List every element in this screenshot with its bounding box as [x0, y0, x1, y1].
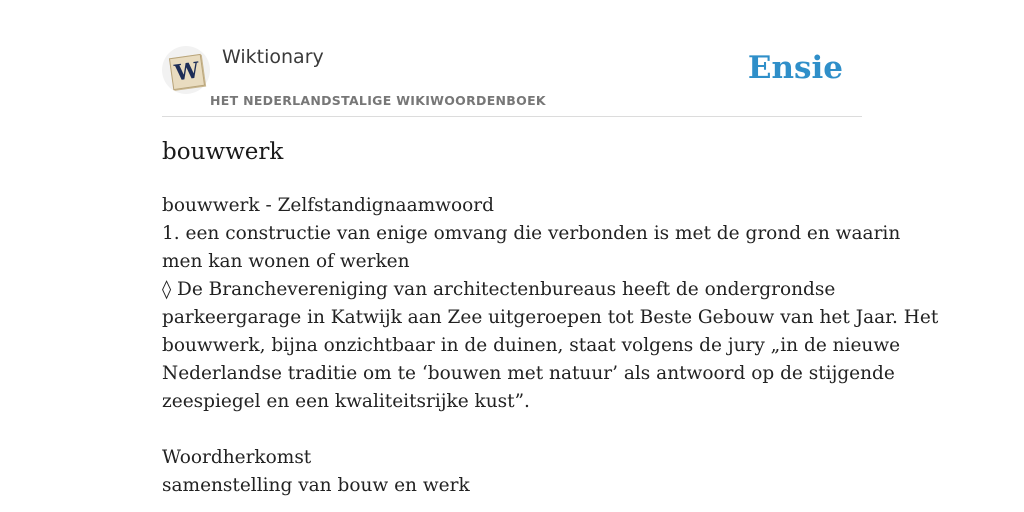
entry-title: bouwwerk: [162, 139, 284, 165]
wiktionary-logo-icon: W: [169, 54, 205, 90]
paragraph-spacer: [162, 416, 872, 444]
site-title[interactable]: Wiktionary: [222, 46, 324, 68]
definition-line: 1. een constructie van enige omvang die verbonden is met de grond en waarin: [162, 223, 901, 244]
etymology-text: samenstelling van bouw en werk: [162, 475, 470, 496]
example-line: Nederlandse traditie om te ‘bouwen met natuur’ als antwoord op de stijgende: [162, 363, 895, 384]
site-subtitle: HET NEDERLANDSTALIGE WIKIWOORDENBOEK: [210, 93, 546, 108]
site-header: [162, 44, 862, 117]
entry-body: [162, 192, 939, 500]
example-line: zeespiegel en een kwaliteitsrijke kust”.: [162, 391, 530, 412]
ensie-brand-link[interactable]: Ensie: [747, 50, 843, 86]
definition-line: men kan wonen of werken: [162, 251, 410, 272]
etymology-heading: Woordherkomst: [162, 447, 312, 468]
part-of-speech-line: bouwwerk - Zelfstandignaamwoord: [162, 195, 494, 216]
example-line: ◊ De Branchevereniging van architectenbureaus heeft de ondergrondse: [162, 279, 836, 300]
wiktionary-logo[interactable]: [162, 46, 210, 94]
example-line: bouwwerk, bijna onzichtbaar in de duinen, staat volgens de jury „in de nieuwe: [162, 335, 901, 356]
example-line: parkeergarage in Katwijk aan Zee uitgeroepen tot Beste Gebouw van het Jaar. Het: [162, 307, 939, 328]
